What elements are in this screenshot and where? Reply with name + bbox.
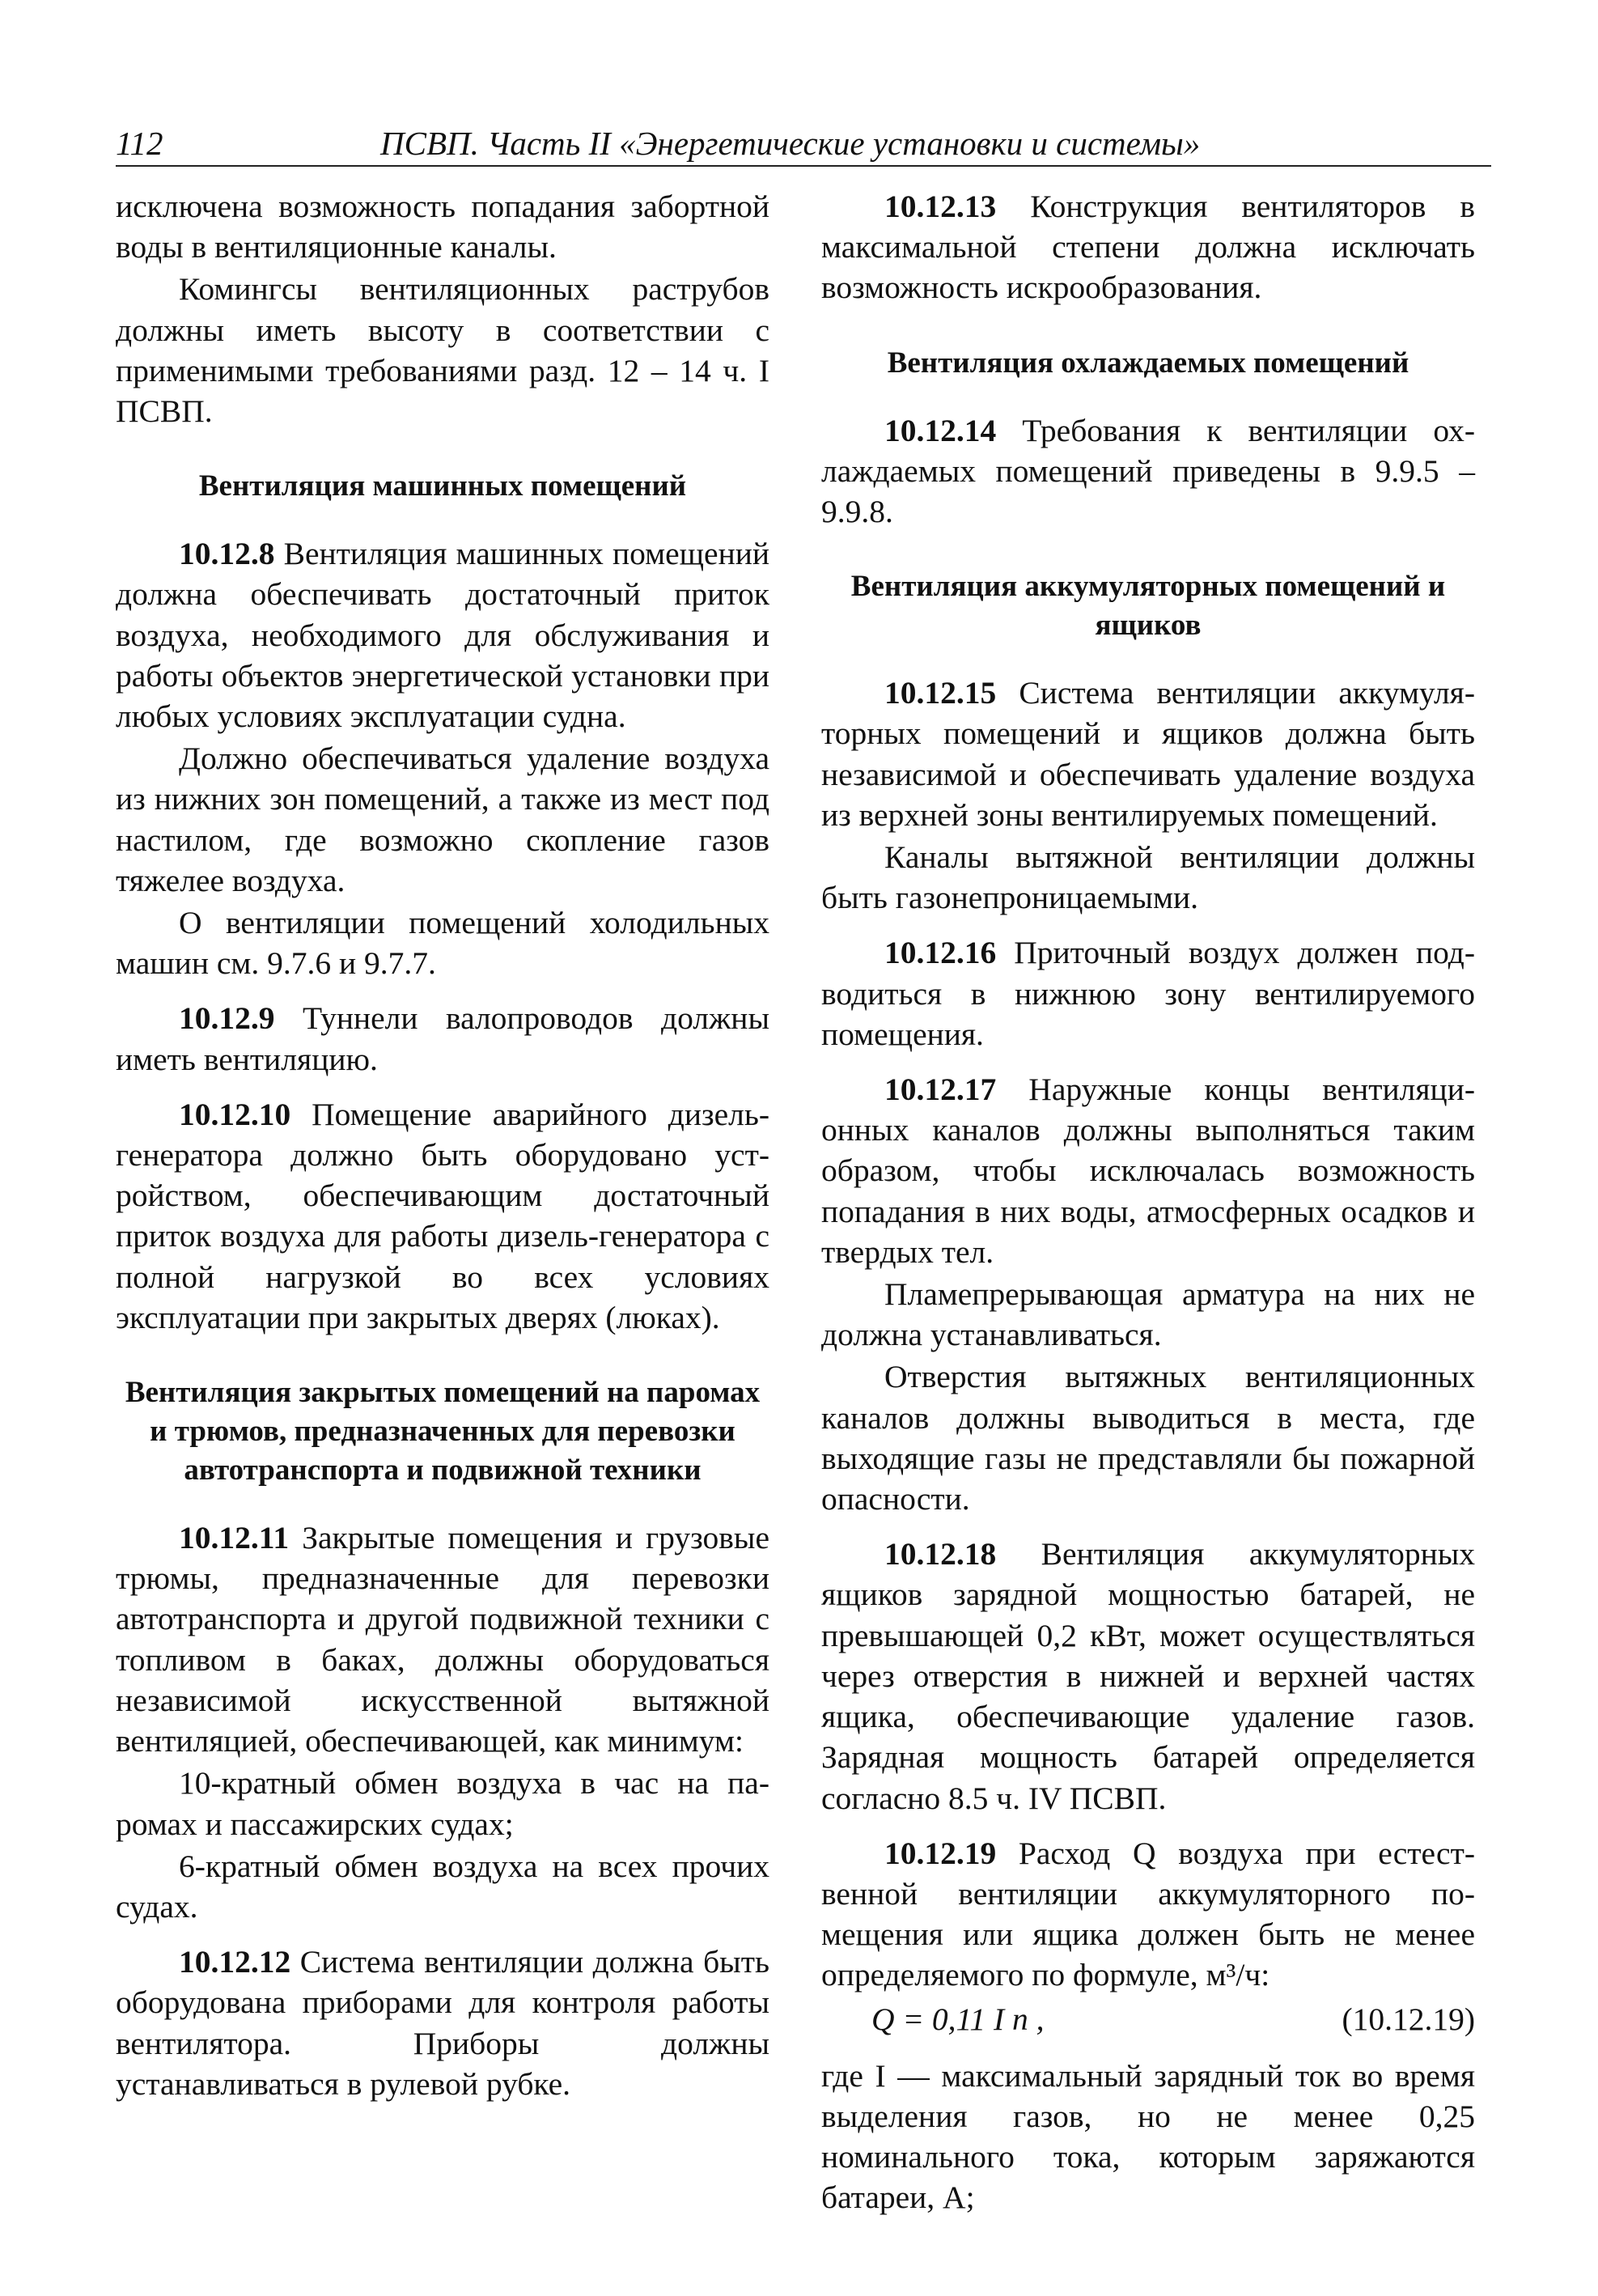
clause-text: Наружные концы вентиляционных каналов должны выполняться таким образом, чтобы исключалась возможность попадания в них воды, атмосферных осадков и твердых тел. [821, 1072, 1475, 1270]
clause-text: Требования к вентиляции охлаждаемых помещений приведены в 9.9.5 – 9.9.8. [821, 412, 1475, 530]
clause-number: 10.12.11 [179, 1520, 290, 1556]
clause-text: Приточный воздух должен подводиться в нижнюю зону вентилируемого помещения. [821, 935, 1475, 1052]
running-title: ПСВП. Часть II «Энергетические установки и системы» [380, 125, 1201, 162]
paragraph: Комингсы вентиляционных раструбов должны иметь высоту в соответствии с применимыми требованиями разд. 12 – 14 ч. I ПСВП. [116, 271, 769, 430]
clause-10-12-17 [821, 1069, 1475, 1272]
paragraph: исключена возможность попадания забортной воды в вентиляционные каналы. [116, 189, 769, 265]
paragraph: Каналы вытяжной вентиляции должны быть газонепроницаемыми. [821, 839, 1475, 916]
clause-10-12-15 [821, 673, 1475, 835]
page-header [116, 121, 1491, 167]
paragraph: О вентиляции помещений холодильных машин см. 9.7.6 и 9.7.7. [116, 905, 769, 982]
paragraph: Должно обеспечиваться удаление воздуха из нижних зон помещений, а также из мест под настилом, где возможно скопление газов тяжелее воздуха. [116, 741, 769, 898]
clause-number: 10.12.10 [179, 1096, 291, 1132]
clause-text: Вентиляция машинных помещений должна обеспечивать достаточный приток воздуха, необходимого для обслуживания и работы объектов энергетической установки при любых условиях эксплуатации судна. [116, 536, 769, 735]
section-heading: Вентиляция аккумуляторных помещений и ящиков [850, 570, 1446, 643]
page-number: 112 [116, 125, 163, 162]
formula-10-12-19 [821, 1999, 1475, 2041]
formula-number: (10.12.19) [1342, 2001, 1475, 2037]
clause-text: Вентиляция аккумуляторных ящиков зарядной мощностью батарей, не превышающей 0,2 кВт, может осуществляться через отверстия в нижней и верхней частях ящика, обеспечивающие удаление газов. Зарядная мощность батарей определяется согласно 8.5 ч. IV ПСВП. [821, 1536, 1475, 1816]
clause-number: 10.12.8 [179, 536, 275, 572]
paragraph: Отверстия вытяжных вентиляционных каналов должны выводиться в места, где выходящие газы не представляли бы пожарной опасности. [821, 1359, 1475, 1517]
clause-10-12-10 [116, 1094, 769, 1338]
clause-number: 10.12.16 [884, 935, 997, 971]
paragraph: где I — максимальный зарядный ток во время выделения газов, но не менее 0,25 номинального тока, которым заряжаются батареи, А; [821, 2057, 1475, 2216]
clause-10-12-19 [821, 1833, 1475, 1996]
clause-10-12-14 [821, 410, 1475, 533]
clause-10-12-9 [116, 998, 769, 1079]
clause-text: Помещение аварийного дизель-генератора должно быть оборудовано устройством, обеспечивающим достаточный приток воздуха для работы дизель-генератора с полной нагрузкой во всех условиях эксплуатации при закрытых дверях (люках). [116, 1096, 769, 1335]
clause-number: 10.12.17 [884, 1072, 997, 1108]
clause-text: Туннели валопроводов должны иметь вентиляцию. [116, 1000, 769, 1077]
clause-number: 10.12.15 [884, 675, 997, 711]
clause-text: Система вентиляции должна быть оборудована приборами для контроля работы вентилятора. Приборы должны устанавливаться в рулевой рубке. [116, 1944, 769, 2102]
section-heading: Вентиляция охлаждаемых помещений [887, 346, 1409, 380]
clause-number: 10.12.14 [884, 412, 997, 448]
left-column [116, 186, 769, 2104]
right-column [821, 186, 1475, 2217]
section-heading: Вентиляция закрытых помещений на паромах и трюмов, предназначенных для перевозки автотранспорта и подвижной техники [125, 1376, 761, 1488]
clause-number: 10.12.12 [179, 1944, 291, 1980]
clause-text: Закрытые помещения и грузовые трюмы, предназначенные для перевозки автотранспорта и другой подвижной техники с топливом в баках, должны оборудоваться независимой искусственной вытяжной вентиляцией, обеспечивающей, как минимум: [116, 1520, 769, 1759]
section-heading: Вентиляция машинных помещений [198, 469, 687, 503]
clause-10-12-11 [116, 1517, 769, 1761]
paragraph: 6-кратный обмен воздуха на всех прочих судах. [116, 1848, 769, 1925]
clause-number: 10.12.18 [884, 1536, 997, 1572]
clause-10-12-18 [821, 1534, 1475, 1818]
clause-text: Система вентиляции аккумуляторных помещений и ящиков должна быть независимой и обеспечивать удаление воздуха из верхней зоны вентилируемых помещений. [821, 675, 1475, 833]
formula-expression: Q = 0,11 I n , [871, 2001, 1045, 2037]
clause-10-12-12 [116, 1942, 769, 2104]
clause-text: Расход Q воздуха при естественной вентиляции аккумуляторного помещения или ящика должен быть не менее определяемого по формуле, м³/ч: [821, 1835, 1475, 1993]
clause-10-12-13 [821, 186, 1475, 308]
clause-number: 10.12.13 [884, 189, 997, 224]
clause-number: 10.12.9 [179, 1000, 275, 1037]
paragraph: Пламепрерывающая арматура на них не должна устанавливаться. [821, 1276, 1475, 1353]
clause-text: Конструкция вентиляторов в максимальной степени должна исключать возможность искрообразования. [821, 189, 1475, 306]
paragraph: 10-кратный обмен воздуха в час на паромах и пассажирских судах; [116, 1765, 769, 1842]
clause-number: 10.12.19 [884, 1835, 997, 1871]
clause-10-12-8 [116, 533, 769, 736]
clause-10-12-16 [821, 932, 1475, 1055]
